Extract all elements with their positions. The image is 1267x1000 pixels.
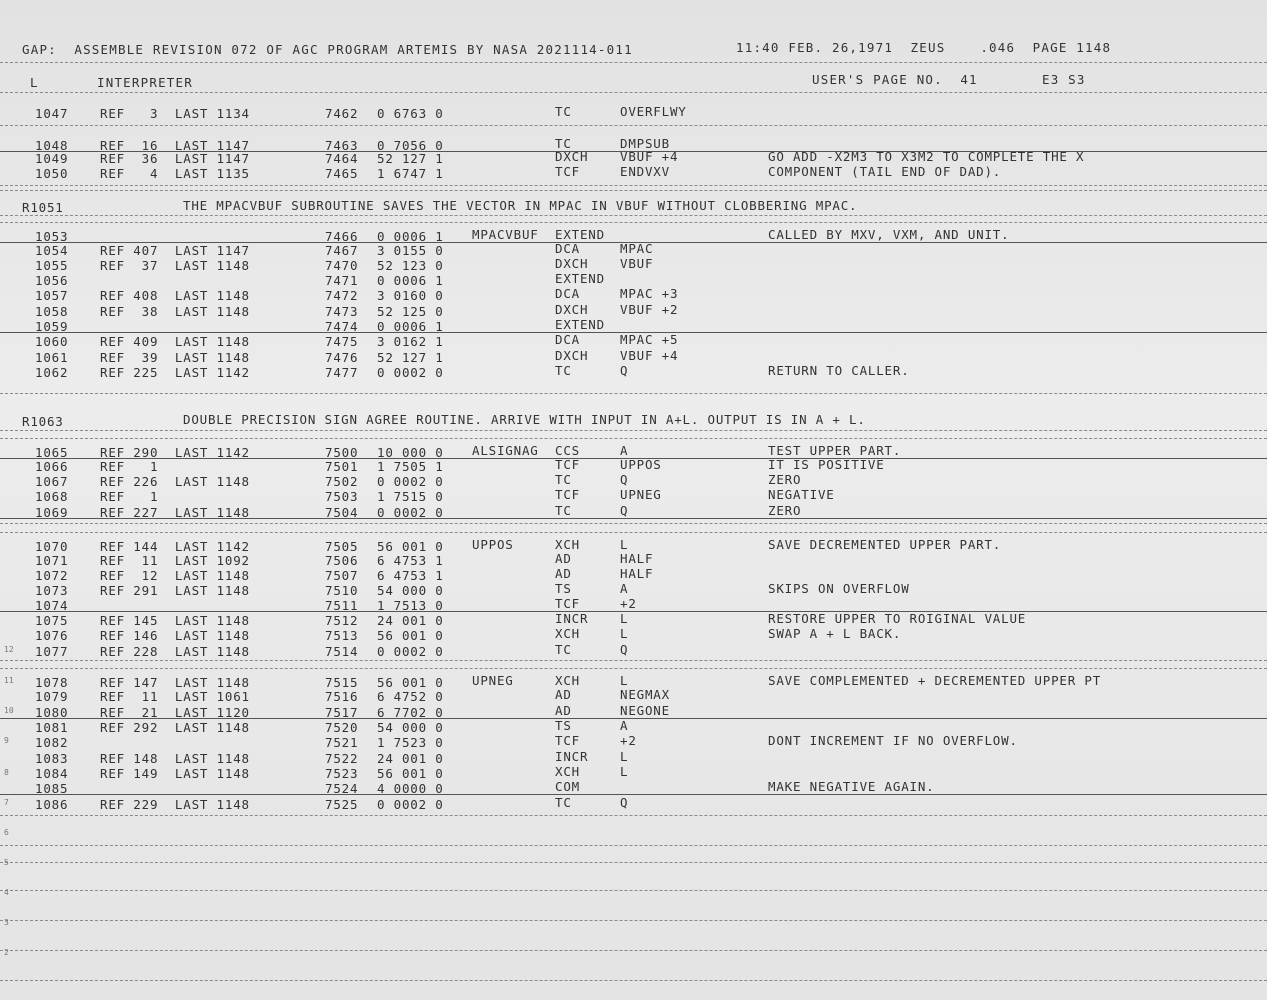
row-word: 6 4753 1 xyxy=(377,553,444,568)
row-word: 4 0000 0 xyxy=(377,781,444,796)
row-word: 0 7056 0 xyxy=(377,138,444,153)
row-ref: REF 227 LAST 1148 xyxy=(100,505,250,520)
row-addr: 7470 xyxy=(325,258,359,273)
row-operand: +2 xyxy=(620,596,637,611)
row-ref: REF 16 LAST 1147 xyxy=(100,138,250,153)
row-op: XCH xyxy=(555,537,580,552)
row-addr: 7473 xyxy=(325,304,359,319)
row-op: TC xyxy=(555,104,572,119)
row-op: INCR xyxy=(555,611,589,626)
row-operand: MPAC xyxy=(620,241,654,256)
header-mode: L xyxy=(30,75,39,90)
row-op: TS xyxy=(555,581,572,596)
row-line: 1061 xyxy=(35,350,69,365)
row-addr: 7477 xyxy=(325,365,359,380)
row-operand: A xyxy=(620,581,629,596)
row-operand: L xyxy=(620,673,629,688)
row-line: 1053 xyxy=(35,229,69,244)
row-word: 10 000 0 xyxy=(377,445,444,460)
row-word: 0 0002 0 xyxy=(377,505,444,520)
row-addr: 7472 xyxy=(325,288,359,303)
header-code: E3 S3 xyxy=(1042,72,1086,87)
row-addr: 7507 xyxy=(325,568,359,583)
row-line: 1084 xyxy=(35,766,69,781)
row-word: 1 6747 1 xyxy=(377,166,444,181)
row-comment: MAKE NEGATIVE AGAIN. xyxy=(768,779,935,794)
row-op: TC xyxy=(555,503,572,518)
row-operand: Q xyxy=(620,472,629,487)
row-word: 24 001 0 xyxy=(377,751,444,766)
row-op: TC xyxy=(555,642,572,657)
row-word: 24 001 0 xyxy=(377,613,444,628)
row-line: 1081 xyxy=(35,720,69,735)
row-line: 1069 xyxy=(35,505,69,520)
row-ref: REF 225 LAST 1142 xyxy=(100,365,250,380)
row-line: 1080 xyxy=(35,705,69,720)
row-line: 1060 xyxy=(35,334,69,349)
row-label: UPNEG xyxy=(472,673,514,688)
row-op: AD xyxy=(555,551,572,566)
row-operand: Q xyxy=(620,363,629,378)
row-operand: Q xyxy=(620,795,629,810)
row-addr: 7524 xyxy=(325,781,359,796)
row-operand: +2 xyxy=(620,733,637,748)
row-operand: VBUF +2 xyxy=(620,302,679,317)
print-rule xyxy=(0,438,1267,439)
row-line: 1074 xyxy=(35,598,69,613)
row-addr: 7465 xyxy=(325,166,359,181)
row-operand: NEGMAX xyxy=(620,687,670,702)
row-op: AD xyxy=(555,687,572,702)
row-line: 1048 xyxy=(35,138,69,153)
row-addr: 7515 xyxy=(325,675,359,690)
row-addr: 7521 xyxy=(325,735,359,750)
row-word: 0 0006 1 xyxy=(377,319,444,334)
row-addr: 7502 xyxy=(325,474,359,489)
row-addr: 7500 xyxy=(325,445,359,460)
overprint-rule xyxy=(0,611,1267,612)
row-operand: MPAC +3 xyxy=(620,286,679,301)
row-comment: SWAP A + L BACK. xyxy=(768,626,902,641)
row-line: 1049 xyxy=(35,151,69,166)
row-op: TS xyxy=(555,718,572,733)
row-word: 52 123 0 xyxy=(377,258,444,273)
row-addr: 7462 xyxy=(325,106,359,121)
row-op: DXCH xyxy=(555,149,589,164)
row-addr: 7523 xyxy=(325,766,359,781)
row-op: TCF xyxy=(555,596,580,611)
row-line: 1068 xyxy=(35,489,69,504)
print-rule xyxy=(0,532,1267,533)
row-line: 1071 xyxy=(35,553,69,568)
row-operand: Q xyxy=(620,642,629,657)
row-comment: COMPONENT (TAIL END OF DAD). xyxy=(768,164,1002,179)
row-ref: REF 147 LAST 1148 xyxy=(100,675,250,690)
row-ref: REF 228 LAST 1148 xyxy=(100,644,250,659)
row-operand: HALF xyxy=(620,566,654,581)
row-word: 3 0162 1 xyxy=(377,334,444,349)
row-ref: REF 292 LAST 1148 xyxy=(100,720,250,735)
row-addr: 7504 xyxy=(325,505,359,520)
row-line: 1066 xyxy=(35,459,69,474)
row-word: 1 7513 0 xyxy=(377,598,444,613)
row-comment: ZERO xyxy=(768,503,802,518)
row-line: 1062 xyxy=(35,365,69,380)
row-word: 6 4752 0 xyxy=(377,689,444,704)
row-line: R1051 xyxy=(22,200,64,215)
row-addr: 7505 xyxy=(325,539,359,554)
print-rule xyxy=(0,660,1267,661)
row-addr: 7475 xyxy=(325,334,359,349)
row-word: 6 4753 1 xyxy=(377,568,444,583)
listing-page: GAP: ASSEMBLE REVISION 072 OF AGC PROGRAM ARTEMIS BY NASA 2021114-011 11:40 FEB. 26,1971 ZEUS .046 PAGE 1148 L INTERPRETER USER'S PAGE NO. 41 E3 S3 1047 REF 3 LAST 1134 7462 0 6763 0 TC OVERFLWY 1048 REF 16 LAST 1147 7463 0 7056 0 TC DMPSUB 1049 REF 36 LAST 1147 7464 52 127 1 DXCH VBUF +4 GO ADD -X2M3 TO X3M2 TO COMPLETE THE X 1050 REF 4 LAST 1135 7465 1 6747 1 TCF ENDVXV COMPONENT (TAIL END OF DAD). R1051 THE MPACVBUF SUBROUTINE SAVES THE VECTOR IN MPAC IN VBUF WITHOUT CLOBBERING MPAC. 1053 7466 0 0006 1 MPACVBUF EXTEND CALLED BY MXV, VXM, AND UNIT. 1054 REF 407 LAST 1147 7467 3 0155 0 DCA MPAC 1055 REF 37 LAST 1148 7470 52 123 0 DXCH VBUF 1056 7471 0 0006 1 EXTEND 1057 REF 408 LAST 1148 7472 3 0160 0 DCA MPAC +3 1058 REF 38 LAST 1148 7473 52 125 0 DXCH VBUF +2 1059 7474 0 0006 1 EXTEND 1060 REF 409 LAST 1148 7475 3 0162 1 DCA MPAC +5 1061 REF 39 LAST 1148 7476 52 127 1 DXCH VBUF +4 1062 REF 225 LAST 1142 7477 0 0002 0 TC Q RETURN TO CALLER. R1063 DOUBLE PRECISION SIGN AGREE ROUTINE. ARRIVE WITH INPUT IN A+L. OUTPUT IS IN A + L. 1065 REF 290 LAST 1142 7500 10 000 0 ALSIGNAG CCS A TEST UPPER PART. 1066 REF 1 7501 1 7505 1 TCF UPPOS IT IS POSITIVE 1067 REF 226 LAST 1148 7502 0 0002 0 TC Q ZERO 1068 REF 1 7503 1 7515 0 TCF UPNEG NEGATIVE 1069 REF 227 LAST 1148 7504 0 0002 0 TC Q ZERO 1070 REF 144 LAST 1142 7505 56 001 0 UPPOS XCH L SAVE DECREMENTED UPPER PART. 1071 REF 11 LAST 1092 7506 6 4753 1 AD HALF 1072 REF 12 LAST 1148 7507 6 4753 1 AD HALF 1073 REF 291 LAST 1148 7510 54 000 0 TS A SKIPS ON OVERFLOW 1074 7511 1 7513 0 TCF +2 1075 REF 145 LAST 1148 7512 24 001 0 INCR L RESTORE UPPER TO ROIGINAL VALUE 1076 REF 146 LAST 1148 7513 56 001 0 XCH L SWAP A + L BACK. 1077 REF 228 LAST 1148 7514 0 0002 0 TC Q 1078 REF 147 LAST 1148 7515 56 001 0 UPNEG XCH L SAVE COMPLEMENTED + DECREMENTED UPPER PT 1079 REF 11 LAST 1061 7516 6 4752 0 AD NEGMAX 1080 REF 21 LAST 1120 7517 6 7702 0 AD NEGONE 1081 REF 292 LAST 1148 7520 54 000 0 TS A 1082 7521 1 7523 0 TCF +2 DONT INCREMENT IF NO OVERFLOW. 1083 REF 148 LAST 1148 7522 24 001 0 INCR L 1084 REF 149 LAST 1148 7523 56 001 0 XCH L 1085 7524 4 0000 0 COM MAKE NEGATIVE AGAIN. 1086 REF 229 LAST 1148 7525 0 0002 0 TC Q 12 11 10 9 8 7 6 5 4 3 2 xyxy=(0,0,1267,1000)
row-addr: 7476 xyxy=(325,350,359,365)
row-word: 52 127 1 xyxy=(377,350,444,365)
row-word: 0 0002 0 xyxy=(377,474,444,489)
print-rule xyxy=(0,393,1267,394)
row-line: 1047 xyxy=(35,106,69,121)
row-op: TCF xyxy=(555,457,580,472)
row-op: DCA xyxy=(555,241,580,256)
print-rule xyxy=(0,890,1267,891)
row-ref: REF 36 LAST 1147 xyxy=(100,151,250,166)
row-operand: NEGONE xyxy=(620,703,670,718)
row-op: COM xyxy=(555,779,580,794)
row-word: 0 6763 0 xyxy=(377,106,444,121)
row-ref: REF 148 LAST 1148 xyxy=(100,751,250,766)
row-ref: REF 21 LAST 1120 xyxy=(100,705,250,720)
row-ref: REF 4 LAST 1135 xyxy=(100,166,250,181)
row-addr: 7510 xyxy=(325,583,359,598)
row-operand: OVERFLWY xyxy=(620,104,687,119)
row-line: 1076 xyxy=(35,628,69,643)
row-op: XCH xyxy=(555,764,580,779)
print-rule xyxy=(0,523,1267,524)
header-line-1-left: GAP: ASSEMBLE REVISION 072 OF AGC PROGRAM ARTEMIS BY NASA 2021114-011 xyxy=(22,42,633,57)
print-rule xyxy=(0,815,1267,816)
row-addr: 7503 xyxy=(325,489,359,504)
overprint-rule xyxy=(0,518,1267,519)
row-ref: REF 12 LAST 1148 xyxy=(100,568,250,583)
row-line: 1079 xyxy=(35,689,69,704)
row-op: TC xyxy=(555,136,572,151)
row-addr: 7474 xyxy=(325,319,359,334)
row-word: 0 0006 1 xyxy=(377,229,444,244)
print-rule xyxy=(0,215,1267,216)
row-ref: REF 229 LAST 1148 xyxy=(100,797,250,812)
row-op: DXCH xyxy=(555,302,589,317)
overprint-rule xyxy=(0,794,1267,795)
row-comment: THE MPACVBUF SUBROUTINE SAVES THE VECTOR IN MPAC IN VBUF WITHOUT CLOBBERING MPAC. xyxy=(183,198,858,213)
row-ref: REF 37 LAST 1148 xyxy=(100,258,250,273)
print-rule xyxy=(0,980,1267,981)
row-operand: A xyxy=(620,718,629,733)
row-operand: HALF xyxy=(620,551,654,566)
row-op: AD xyxy=(555,566,572,581)
row-ref: REF 291 LAST 1148 xyxy=(100,583,250,598)
row-line: 1058 xyxy=(35,304,69,319)
row-word: 1 7505 1 xyxy=(377,459,444,474)
row-ref: REF 38 LAST 1148 xyxy=(100,304,250,319)
row-ref: REF 290 LAST 1142 xyxy=(100,445,250,460)
row-comment: RESTORE UPPER TO ROIGINAL VALUE xyxy=(768,611,1027,626)
row-ref: REF 11 LAST 1092 xyxy=(100,553,250,568)
row-operand: MPAC +5 xyxy=(620,332,679,347)
row-addr: 7501 xyxy=(325,459,359,474)
print-rule xyxy=(0,920,1267,921)
row-line: 1054 xyxy=(35,243,69,258)
row-word: 6 7702 0 xyxy=(377,705,444,720)
row-operand: DMPSUB xyxy=(620,136,670,151)
header-section: INTERPRETER xyxy=(97,75,193,90)
row-addr: 7464 xyxy=(325,151,359,166)
row-line: 1055 xyxy=(35,258,69,273)
row-word: 56 001 0 xyxy=(377,539,444,554)
row-addr: 7513 xyxy=(325,628,359,643)
row-comment: GO ADD -X2M3 TO X3M2 TO COMPLETE THE X xyxy=(768,149,1085,164)
row-word: 54 000 0 xyxy=(377,583,444,598)
row-op: TCF xyxy=(555,164,580,179)
row-operand: A xyxy=(620,443,629,458)
row-word: 56 001 0 xyxy=(377,675,444,690)
row-comment: DONT INCREMENT IF NO OVERFLOW. xyxy=(768,733,1018,748)
row-op: TCF xyxy=(555,487,580,502)
row-addr: 7467 xyxy=(325,243,359,258)
row-line: 1085 xyxy=(35,781,69,796)
row-line: 1070 xyxy=(35,539,69,554)
print-rule xyxy=(0,222,1267,223)
row-comment: SAVE COMPLEMENTED + DECREMENTED UPPER PT xyxy=(768,673,1102,688)
print-rule xyxy=(0,190,1267,191)
row-op: EXTEND xyxy=(555,271,605,286)
row-word: 52 127 1 xyxy=(377,151,444,166)
row-operand: L xyxy=(620,537,629,552)
row-line: 1056 xyxy=(35,273,69,288)
row-ref: REF 1 xyxy=(100,459,159,474)
row-label: UPPOS xyxy=(472,537,514,552)
row-op: EXTEND xyxy=(555,317,605,332)
row-ref: REF 1 xyxy=(100,489,159,504)
header-user-page: USER'S PAGE NO. 41 xyxy=(812,72,978,87)
print-rule xyxy=(0,668,1267,669)
row-word: 0 0002 0 xyxy=(377,365,444,380)
row-line: R1063 xyxy=(22,414,64,429)
row-line: 1065 xyxy=(35,445,69,460)
print-rule xyxy=(0,185,1267,186)
row-comment: TEST UPPER PART. xyxy=(768,443,902,458)
row-ref: REF 149 LAST 1148 xyxy=(100,766,250,781)
row-addr: 7463 xyxy=(325,138,359,153)
row-operand: ENDVXV xyxy=(620,164,670,179)
print-rule xyxy=(0,862,1267,863)
print-rule xyxy=(0,430,1267,431)
row-line: 1072 xyxy=(35,568,69,583)
row-op: TC xyxy=(555,795,572,810)
row-ref: REF 145 LAST 1148 xyxy=(100,613,250,628)
row-line: 1057 xyxy=(35,288,69,303)
row-line: 1077 xyxy=(35,644,69,659)
row-op: DCA xyxy=(555,332,580,347)
row-ref: REF 408 LAST 1148 xyxy=(100,288,250,303)
header-line-1-right: 11:40 FEB. 26,1971 ZEUS .046 PAGE 1148 xyxy=(736,40,1112,55)
row-word: 0 0006 1 xyxy=(377,273,444,288)
row-operand: L xyxy=(620,626,629,641)
row-operand: VBUF +4 xyxy=(620,348,679,363)
row-op: XCH xyxy=(555,626,580,641)
row-operand: Q xyxy=(620,503,629,518)
row-op: TC xyxy=(555,363,572,378)
row-word: 0 0002 0 xyxy=(377,797,444,812)
row-ref: REF 146 LAST 1148 xyxy=(100,628,250,643)
row-op: DXCH xyxy=(555,256,589,271)
row-comment: CALLED BY MXV, VXM, AND UNIT. xyxy=(768,227,1010,242)
row-line: 1073 xyxy=(35,583,69,598)
row-addr: 7520 xyxy=(325,720,359,735)
row-operand: UPPOS xyxy=(620,457,662,472)
header-rule-2 xyxy=(0,92,1267,93)
print-rule xyxy=(0,125,1267,126)
row-word: 0 0002 0 xyxy=(377,644,444,659)
row-operand: L xyxy=(620,749,629,764)
row-op: DCA xyxy=(555,286,580,301)
row-op: TCF xyxy=(555,733,580,748)
row-operand: UPNEG xyxy=(620,487,662,502)
print-rule xyxy=(0,950,1267,951)
row-ref: REF 39 LAST 1148 xyxy=(100,350,250,365)
row-comment: ZERO xyxy=(768,472,802,487)
row-word: 54 000 0 xyxy=(377,720,444,735)
row-op: DXCH xyxy=(555,348,589,363)
row-comment: IT IS POSITIVE xyxy=(768,457,885,472)
row-op: CCS xyxy=(555,443,580,458)
row-addr: 7512 xyxy=(325,613,359,628)
row-label: ALSIGNAG xyxy=(472,443,539,458)
row-comment: DOUBLE PRECISION SIGN AGREE ROUTINE. ARRIVE WITH INPUT IN A+L. OUTPUT IS IN A + L. xyxy=(183,412,866,427)
row-comment: SAVE DECREMENTED UPPER PART. xyxy=(768,537,1002,552)
row-operand: VBUF xyxy=(620,256,654,271)
row-ref: REF 409 LAST 1148 xyxy=(100,334,250,349)
row-op: EXTEND xyxy=(555,227,605,242)
row-ref: REF 407 LAST 1147 xyxy=(100,243,250,258)
row-line: 1075 xyxy=(35,613,69,628)
row-addr: 7511 xyxy=(325,598,359,613)
row-ref: REF 226 LAST 1148 xyxy=(100,474,250,489)
row-addr: 7506 xyxy=(325,553,359,568)
header-rule xyxy=(0,62,1267,63)
row-line: 1050 xyxy=(35,166,69,181)
row-addr: 7522 xyxy=(325,751,359,766)
row-ref: REF 3 LAST 1134 xyxy=(100,106,250,121)
row-word: 56 001 0 xyxy=(377,766,444,781)
row-label: MPACVBUF xyxy=(472,227,539,242)
row-addr: 7525 xyxy=(325,797,359,812)
row-word: 52 125 0 xyxy=(377,304,444,319)
row-operand: VBUF +4 xyxy=(620,149,679,164)
row-line: 1086 xyxy=(35,797,69,812)
row-comment: SKIPS ON OVERFLOW xyxy=(768,581,910,596)
print-rule xyxy=(0,845,1267,846)
row-op: INCR xyxy=(555,749,589,764)
row-word: 1 7523 0 xyxy=(377,735,444,750)
row-op: XCH xyxy=(555,673,580,688)
row-line: 1067 xyxy=(35,474,69,489)
row-line: 1059 xyxy=(35,319,69,334)
row-addr: 7471 xyxy=(325,273,359,288)
row-addr: 7466 xyxy=(325,229,359,244)
row-comment: NEGATIVE xyxy=(768,487,835,502)
row-ref: REF 11 LAST 1061 xyxy=(100,689,250,704)
row-addr: 7517 xyxy=(325,705,359,720)
row-addr: 7516 xyxy=(325,689,359,704)
row-line: 1083 xyxy=(35,751,69,766)
row-word: 3 0160 0 xyxy=(377,288,444,303)
row-line: 1078 xyxy=(35,675,69,690)
overprint-rule xyxy=(0,718,1267,719)
row-op: AD xyxy=(555,703,572,718)
row-word: 3 0155 0 xyxy=(377,243,444,258)
row-word: 56 001 0 xyxy=(377,628,444,643)
row-word: 1 7515 0 xyxy=(377,489,444,504)
row-ref: REF 144 LAST 1142 xyxy=(100,539,250,554)
row-op: TC xyxy=(555,472,572,487)
row-operand: L xyxy=(620,764,629,779)
row-comment: RETURN TO CALLER. xyxy=(768,363,910,378)
row-operand: L xyxy=(620,611,629,626)
row-line: 1082 xyxy=(35,735,69,750)
row-addr: 7514 xyxy=(325,644,359,659)
